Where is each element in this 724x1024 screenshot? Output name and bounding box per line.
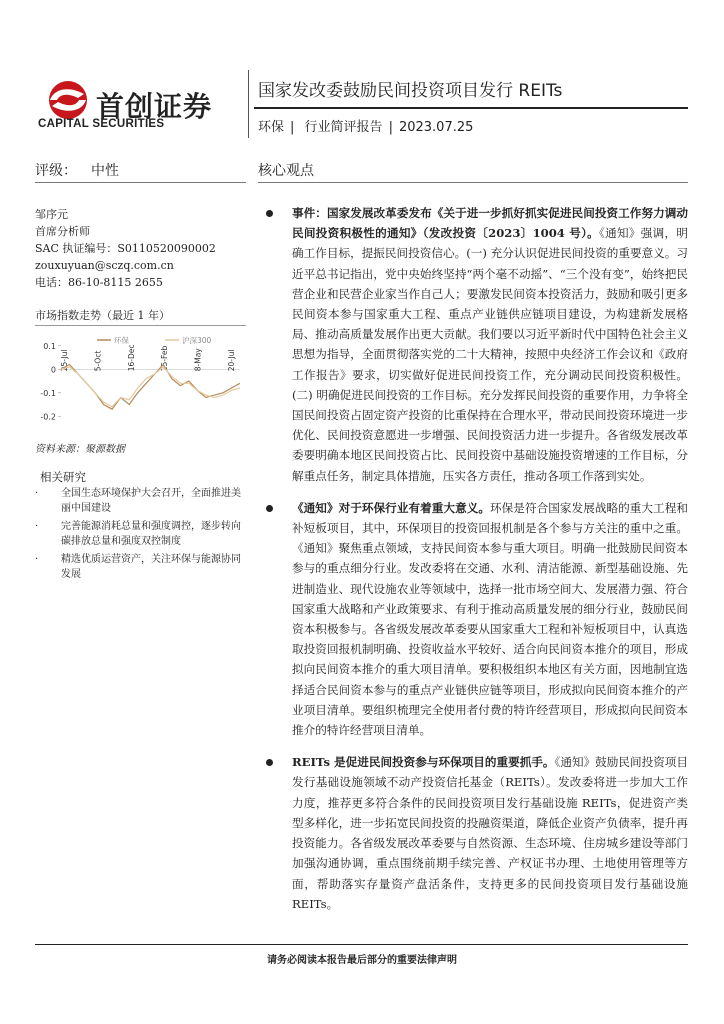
related-research-list	[33, 486, 248, 585]
related-research-title: 相关研究	[40, 470, 86, 484]
brand-name-en: CAPITAL SECURITIES	[38, 118, 165, 130]
bullet-icon	[266, 505, 273, 512]
paragraph-text: 《通知》强调，明确工作目标，提振民间投资信心。(一) 充分认识促进民间投资的重要意义。习近平总书记指出，党中央始终坚持“两个毫不动摇”、“三个没有变”，始终把民营企业和民营企业家当作自己人；要激发民间资本投资活力，鼓励和吸引更多民间资本参与国家重大工程、重点产业链供应链项目建设，为构建新发展格局、推动高质量发展作出更大贡献。我们要以习近平新时代中国特色社会主义思想为指导，全面贯彻落实党的二十大精神，按照中央经济工作会议和《政府工作报告》要求，切实做好促进民间投资工作，充分调动民间投资积极性。(二) 明确促进民间投资的工作目标。充分发挥民间投资的重要作用，力争将全国民间投资占固定资产投资的比重保持在合理水平，带动民间投资环境进一步优化、民间投资意愿进一步增强、民间投资活力进一步提升。各省级发展改革委要明确本地区民间投资占比、民间投资中基础设施投资增速的工作目标，分解重点任务，制定具体措施，压实各方责任，推动各项工作落到实处。	[292, 226, 688, 483]
related-item[interactable]: · 全国生态环境保护大会召开，全面推进美丽中国建设	[33, 486, 248, 516]
y-tick-label: 0.1	[43, 341, 56, 351]
paragraph-text: 环保是符合国家发展战略的重大工程和补短板项目，其中，环保项目的投资回报机制是各个参与方关注的重中之重。《通知》聚焦重点领域，支持民间资本参与重大项目。明确一批鼓励民间资本参与的重点细分行业。发改委将在交通、水利、清洁能源、新型基础设施、先进制造业、现代设施农业等领域中，选择一批市场空间大、发展潜力强、符合国家重大战略和产业政策要求、有利于推动高质量发展的细分行业，鼓励民间资本积极参与。各省级发展改革委要从国家重大工程和补短板项目中，认真选取投资回报机制明确、投资收益水平较好、适合向民间资本推介的项目，形成拟向民间资本推介的重大项目清单。要积极组织本地区有关方面，因地制宜选择适合民间资本参与的重点产业链供应链等项目，形成拟向民间资本推介的产业项目清单。要组织梳理完全使用者付费的特许经营项目，形成拟向民间资本推介的特许经营项目清单。	[292, 500, 688, 738]
left-rule	[35, 182, 246, 183]
legal-disclaimer-note: 请务必阅读本报告最后部分的重要法律声明	[267, 955, 457, 966]
right-rule	[258, 182, 688, 183]
paragraph-lead: 《通知》对于环保行业有着重大意义。	[292, 500, 491, 515]
analyst-license: SAC 执证编号：S0110520090002	[35, 242, 216, 255]
brand-logo	[38, 80, 238, 140]
analyst-phone: 电话：86-10-8115 2655	[35, 276, 163, 289]
x-tick-label: 25-Jul	[60, 349, 69, 372]
header-divider	[248, 70, 249, 138]
report-meta: 环保 | 行业简评报告 | 2023.07.25	[258, 120, 474, 135]
bullet-icon	[266, 210, 273, 217]
chart-rule	[35, 325, 246, 326]
related-item[interactable]: · 精选优质运营资产，关注环保与能源协同发展	[33, 552, 248, 582]
footer-rule	[35, 944, 688, 945]
core-paragraph-reits	[258, 752, 688, 914]
series-line-1	[61, 367, 240, 407]
core-paragraph-event	[258, 203, 688, 486]
x-tick-label: 5-Oct	[93, 350, 103, 372]
market-index-chart-svg	[35, 328, 246, 436]
related-item[interactable]: · 完善能源消耗总量和强度调控，逐步转向碳排放总量和强度双控制度	[33, 519, 248, 549]
analyst-name: 邹序元	[35, 208, 68, 221]
bullet-icon	[266, 759, 273, 766]
report-title: 国家发改委鼓励民间投资项目发行 REITs	[258, 81, 563, 101]
market-index-chart	[35, 328, 246, 436]
y-tick-label: -0.1	[40, 388, 56, 398]
y-tick-label: 0	[50, 365, 56, 375]
core-views-body	[258, 203, 688, 926]
analyst-email[interactable]: zouxuyuan@sczq.com.cn	[35, 259, 174, 272]
series-line-0	[61, 365, 240, 410]
paragraph-lead: 事件：国家发展改革委发布《关于进一步抓好抓实促进民间投资工作努力调动民间投资积极性的通知》（发改投资〔2023〕1004 号）。	[292, 206, 688, 241]
y-tick-label: -0.2	[40, 412, 56, 422]
paragraph-text: 《通知》鼓励民间投资项目发行基础设施领域不动产投资信托基金（REITs）。发改委将进一步加大工作力度，推荐更多符合条件的民间投资项目发行基础设施 REITs，促进资产类型多样化，进一步拓宽民间投资的投融资渠道，降低企业资产负债率，提升再投资能力。各省级发展改革委要与自然资源、生态环境、住房城乡建设等部门加强沟通协调，重点围绕前期手续完善、产权证书办理、土地使用管理等方面，帮助落实存量资产盘活条件，支持更多的民间投资项目发行基础设施 REITs。	[292, 755, 689, 911]
report-date: 2023.07.25	[398, 120, 474, 135]
chart-source: 资料来源：聚源数据	[35, 444, 125, 455]
report-industry: 环保	[258, 120, 285, 135]
x-tick-label: 25-Feb	[160, 345, 170, 372]
analyst-info	[35, 206, 216, 291]
x-tick-label: 16-Dec	[126, 344, 136, 372]
rating-label: 评级：	[35, 163, 77, 179]
capital-securities-logo-icon	[40, 80, 96, 120]
report-type: 行业简评报告	[304, 120, 383, 135]
brand-name-cn: 首创证券	[96, 90, 213, 123]
paragraph-lead: REITs 是促进民间投资参与环保项目的重要抓手。	[292, 755, 555, 770]
analyst-role: 首席分析师	[35, 225, 90, 238]
rating	[35, 160, 119, 180]
legend-label: 环保	[114, 336, 129, 345]
legend-label: 沪深300	[182, 336, 212, 345]
title-rule	[254, 107, 688, 109]
chart-title: 市场指数走势（最近 1 年）	[35, 309, 170, 322]
x-tick-label: 8-May	[193, 348, 203, 372]
rating-value: 中性	[91, 163, 119, 179]
x-tick-label: 20-Jul	[227, 349, 236, 372]
core-views-title: 核心观点	[258, 163, 314, 179]
core-paragraph-significance	[258, 498, 688, 740]
